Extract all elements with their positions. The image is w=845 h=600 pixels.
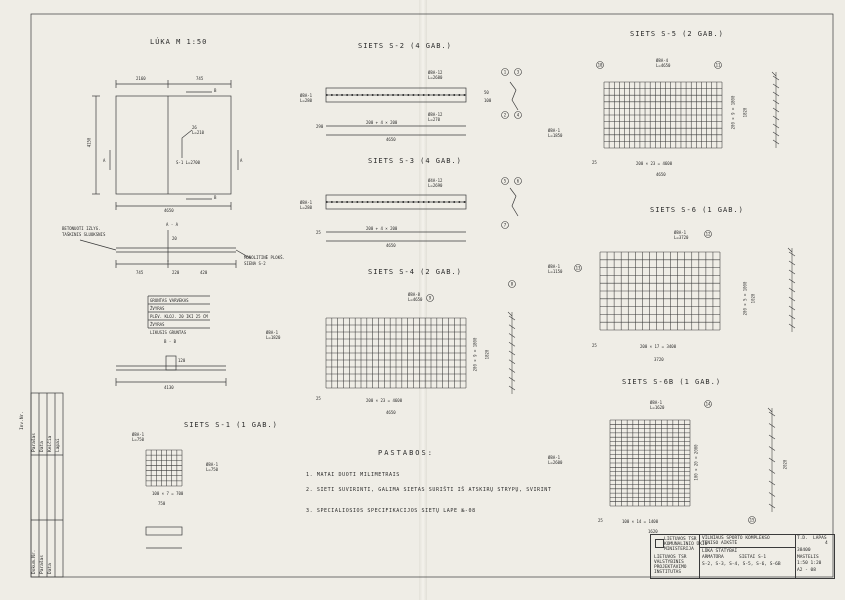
aa-title: A - A xyxy=(166,222,179,227)
aa-note-right-2: SIENA S-2 xyxy=(244,261,266,266)
s6b-right-2: 2020 xyxy=(782,459,788,470)
position-marker-number: 2 xyxy=(503,112,507,118)
position-marker-number: 3 xyxy=(516,69,520,75)
plan-a-left: A xyxy=(103,158,106,163)
s6-title: SIETS S-6 (1 GAB.) xyxy=(650,206,744,214)
s6b-dim-1: 25 xyxy=(598,518,603,523)
s4-top-a: Ø8A-8 xyxy=(408,292,421,297)
margin-block-row: Parašas xyxy=(40,555,45,574)
s1-dim-2: 750 xyxy=(158,501,166,506)
tb-project-2: TENISO AIKŠTĖ xyxy=(702,541,738,546)
margin-block-row: Data xyxy=(48,563,53,574)
s6b-title: SIETS S-6B (1 GAB.) xyxy=(622,378,722,386)
title-block xyxy=(650,534,835,579)
s3-top-a: Ø4A-12 xyxy=(428,178,443,183)
s1-title: SIETS S-1 (1 GAB.) xyxy=(184,421,278,429)
s6-top-a: Ø8A-1 xyxy=(674,230,687,235)
plan-dim-top-1: 2160 xyxy=(136,76,146,81)
s2-top-a: Ø8A-12 xyxy=(428,70,443,75)
position-marker-number: 1 xyxy=(503,69,507,75)
tb-org-1: LIETUVOS TSR xyxy=(664,537,697,542)
mesh-s2 xyxy=(326,82,518,135)
s3-title: SIETS S-3 (4 GAB.) xyxy=(368,157,462,165)
position-marker-number: 13 xyxy=(575,265,581,271)
layer-3: PLĖV. KLOJ. 20 IKI 25 CM xyxy=(150,314,208,319)
plan-detail-a: 26 xyxy=(192,125,197,130)
mesh-s3 xyxy=(326,188,518,241)
s6b-side-b: L=2600 xyxy=(548,460,563,465)
s5-right-2: 1820 xyxy=(742,107,748,118)
section-aa xyxy=(80,230,250,268)
tb-sheet: 4 xyxy=(825,541,828,546)
s4-side-b: L=1820 xyxy=(266,335,281,340)
plan-title: LÚKA M 1:50 xyxy=(150,38,208,46)
tb-org-6: PROJEKTAVIMO xyxy=(654,565,687,570)
s3-dim-3: 4650 xyxy=(386,243,396,248)
note-2: 2. SIETI SUVIRINTI, GALIMA SIETAS SURIŠTI IŠ ATSKIRŲ STRYPŲ, SVIRINT xyxy=(306,487,552,493)
tb-org-4: LIETUVOS TSR xyxy=(654,555,687,560)
s4-dim-2: 200 × 23 = 4600 xyxy=(366,398,403,403)
mesh-s1-section xyxy=(146,527,182,548)
s5-top-a: Ø8A-4 xyxy=(656,58,669,63)
s6-dim-2: 200 × 17 = 3400 xyxy=(640,344,677,349)
note-1: 1. MATAI DUOTI MILIMETRAIS xyxy=(306,472,400,478)
bb-dim-2: 4130 xyxy=(164,385,174,390)
s5-right-1: 200 × 9 = 1800 xyxy=(730,95,736,130)
s6-top-b: L=3720 xyxy=(674,235,689,240)
position-marker-number: 9 xyxy=(428,295,432,301)
tb-org-3: MINISTERIJA xyxy=(664,547,694,552)
aa-dim-2: 220 xyxy=(172,270,180,275)
s2-side-b: L=280 xyxy=(300,98,313,103)
plan-detail-c: S-1 L=2700 xyxy=(176,160,201,165)
s5-title: SIETS S-5 (2 GAB.) xyxy=(630,30,724,38)
s2-dim-3: 4650 xyxy=(386,137,396,142)
s4-title: SIETS S-4 (2 GAB.) xyxy=(368,268,462,276)
tb-org-2: KOMUNALINIO ŪKIO xyxy=(664,542,708,547)
position-marker-number: 14 xyxy=(705,401,711,407)
s3-dim-1: 25 xyxy=(316,230,321,235)
tb-drawing-4: S-2, S-3, S-4, S-5, S-6, S-6B xyxy=(702,562,781,567)
tb-stage: T.D. xyxy=(797,536,808,541)
s3-side-b: L=280 xyxy=(300,205,313,210)
s1-side-b: L=750 xyxy=(206,467,219,472)
mesh-s6b-grid xyxy=(610,420,690,506)
aa-dim-3: 420 xyxy=(200,270,208,275)
s4-dim-1: 25 xyxy=(316,396,321,401)
s5-side-a: Ø8A-1 xyxy=(548,128,561,133)
s2-right-1: 50 xyxy=(484,90,489,95)
s6b-top-b: L=1620 xyxy=(650,405,665,410)
s4-top-b: L=4650 xyxy=(408,297,423,302)
plan-view xyxy=(92,80,238,210)
s6-right-2: 1020 xyxy=(750,293,756,304)
tb-drawing-1: LŪKA STATYBAI xyxy=(702,549,738,554)
s1-top-b: L=750 xyxy=(132,437,145,442)
s2-mid-a: Ø8A-12 xyxy=(428,112,443,117)
position-marker-number: 10 xyxy=(597,62,603,68)
s4-right-2: 1820 xyxy=(484,349,490,360)
mb-row-1: Inv.Nr. xyxy=(20,411,25,430)
s2-title: SIETS S-2 (4 GAB.) xyxy=(358,42,452,50)
s3-top-b: L=2690 xyxy=(428,183,443,188)
s6-side-b: L=1150 xyxy=(548,269,563,274)
tb-number: 38400 xyxy=(797,548,811,553)
layer-5: LIKUSIS GRUNTAS xyxy=(150,330,187,335)
aa-note-left-2: TAŠKINIS SLUOKSNIS xyxy=(62,232,106,237)
plan-dim-bottom: 4650 xyxy=(164,208,174,213)
s6-dim-1: 25 xyxy=(592,343,597,348)
tb-sheet-label: LAPAS xyxy=(813,536,827,541)
s1-dim-1: 100 × 7 = 700 xyxy=(152,491,184,496)
margin-block-row: Dokum.Nr. xyxy=(32,549,37,574)
margin-block-row: Parašas xyxy=(32,433,37,452)
mesh-s4-grid xyxy=(326,318,466,388)
plan-detail-b: L=210 xyxy=(192,130,205,135)
mesh-s5-grid xyxy=(604,82,722,148)
tb-org-5: VALSTYBINIS xyxy=(654,560,684,565)
s6-side-a: Ø8A-1 xyxy=(548,264,561,269)
tb-project-1: VILNIAUS SPORTO KOMPLEKSO xyxy=(702,536,770,541)
position-marker-number: 5 xyxy=(503,178,507,184)
tb-scale: 1:50 1:20 xyxy=(797,561,822,566)
tb-scale-label: MASTELIS xyxy=(797,555,819,560)
s2-right-2: 100 xyxy=(484,98,492,103)
margin-block-row: Keičia xyxy=(48,435,53,452)
s5-dim-3: 4650 xyxy=(656,172,666,177)
layer-2: ŽVYRAS xyxy=(150,306,165,311)
position-marker-number: 12 xyxy=(705,231,711,237)
s6b-side-a: Ø8A-1 xyxy=(548,455,561,460)
margin-block-row: Lapai xyxy=(56,438,61,452)
plan-dim-top-2: 745 xyxy=(196,76,204,81)
s5-profile xyxy=(772,72,776,148)
s6b-right-1: 100 × 20 = 2000 xyxy=(693,444,699,481)
s3-dim-2: 200 + 4 × 200 xyxy=(366,226,398,231)
position-marker-number: 4 xyxy=(516,112,520,118)
mesh-s1-grid xyxy=(146,450,182,486)
s6-dim-3: 3720 xyxy=(654,357,664,362)
tb-drawing-3: SIETAI S-1 xyxy=(739,555,767,560)
position-marker-number: 8 xyxy=(510,281,514,287)
margin-block-row: Data xyxy=(40,441,45,452)
tb-drawing-2: ARMATŪRA xyxy=(702,555,724,560)
s5-dim-2: 200 × 23 = 4600 xyxy=(636,161,673,166)
institute-logo xyxy=(655,539,664,548)
s4-right-1: 200 × 9 = 1800 xyxy=(472,337,478,372)
note-3: 3. SPECIALIOSIOS SPECIFIKACIJOS SIETŲ LAPE №-08 xyxy=(306,508,476,514)
s1-side-a: Ø8A-1 xyxy=(206,462,219,467)
plan-b-top: B xyxy=(214,88,217,93)
bb-dim-1: 120 xyxy=(178,358,186,363)
bb-title: B - B xyxy=(164,339,177,344)
s2-side-a: Ø8A-1 xyxy=(300,93,313,98)
plan-a-right: A xyxy=(240,158,243,163)
s5-top-b: L=4650 xyxy=(656,63,671,68)
layer-1: GRUNTAS VARVEKAS xyxy=(150,298,189,303)
tb-code: A2 - 08 xyxy=(797,568,816,573)
position-marker-number: 11 xyxy=(715,62,721,68)
s5-side-b: L=1850 xyxy=(548,133,563,138)
s6-profile xyxy=(788,248,792,332)
s4-profile xyxy=(508,312,512,394)
position-marker-number: 6 xyxy=(516,178,520,184)
aa-level: 20 xyxy=(172,236,177,241)
aa-dim-1: 745 xyxy=(136,270,144,275)
aa-note-right-1: MONOLITINĖ PLOKŠ. xyxy=(244,255,285,260)
section-bb xyxy=(116,356,226,386)
s6b-dim-2: 100 × 14 = 1400 xyxy=(622,519,659,524)
s2-dim-2: 200 + 4 × 200 xyxy=(366,120,398,125)
aa-note-left-1: BETONUOTI IZLYG. xyxy=(62,226,101,231)
s5-dim-1: 25 xyxy=(592,160,597,165)
s3-side-a: Ø8A-1 xyxy=(300,200,313,205)
s1-top-a: Ø8A-1 xyxy=(132,432,145,437)
s2-dim-1: 290 xyxy=(316,124,324,129)
position-marker-number: 7 xyxy=(503,222,507,228)
mesh-s6-grid xyxy=(600,252,720,330)
position-marker-number: 15 xyxy=(749,517,755,523)
s6b-top-a: Ø8A-1 xyxy=(650,400,663,405)
notes-heading: PASTABOS: xyxy=(378,449,434,457)
s6b-profile xyxy=(768,408,772,512)
s6-right-1: 200 × 5 = 1000 xyxy=(742,281,748,316)
s2-top-b: L=2680 xyxy=(428,75,443,80)
s4-dim-3: 4650 xyxy=(386,410,396,415)
plan-dim-left: 4150 xyxy=(86,137,92,148)
s2-mid-b: L=270 xyxy=(428,117,441,122)
s4-side-a: Ø8A-1 xyxy=(266,330,279,335)
layer-4: ŽVYRAS xyxy=(150,322,165,327)
tb-org-7: INSTITUTAS xyxy=(654,570,682,575)
s6b-dim-3: 1620 xyxy=(648,529,658,534)
plan-b-bottom: B xyxy=(214,195,217,200)
